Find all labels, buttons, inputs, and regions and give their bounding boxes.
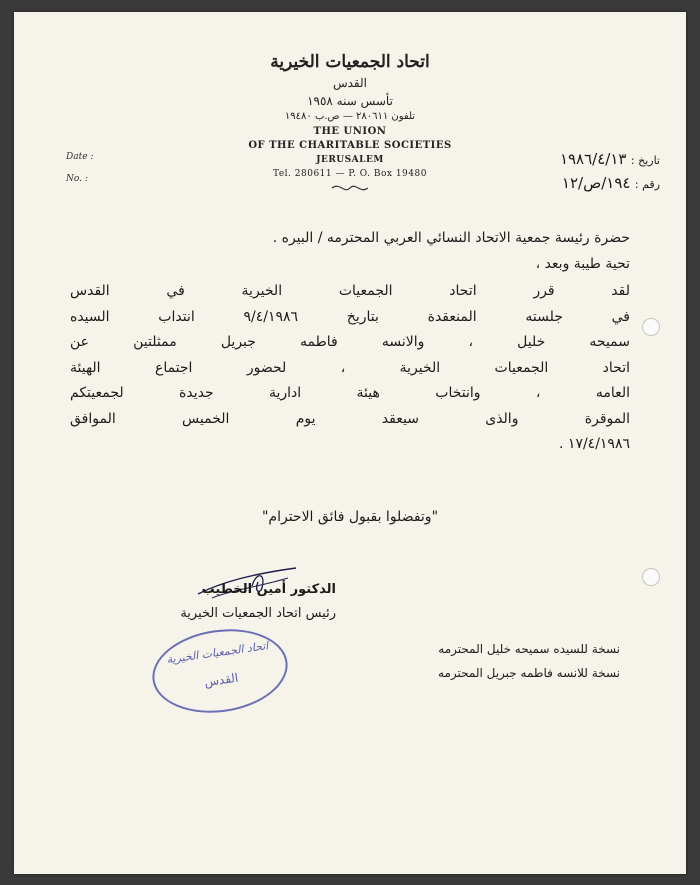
letterhead-org-english-1: THE UNION bbox=[313, 126, 387, 137]
letterhead-contact-english: Tel. 280611 — P. O. Box 19480 bbox=[273, 169, 427, 179]
greeting-line: تحية طيبة وبعد ، bbox=[535, 256, 630, 272]
body-line-6: الموقرة والذى سيعقد يوم الخميس الموافق bbox=[70, 411, 630, 427]
date-label-english: Date : bbox=[66, 152, 94, 162]
date-label-arabic: تاريخ : bbox=[630, 154, 660, 167]
date-line bbox=[500, 150, 660, 168]
letterhead-city-arabic: القدس bbox=[332, 76, 367, 90]
letter-page bbox=[14, 12, 686, 874]
body-line-5: العامه ، وانتخاب هيئة ادارية جديدة لجمعيتكم bbox=[70, 385, 630, 401]
body-line-7: ١٧/٤/١٩٨٦ . bbox=[559, 436, 630, 452]
letterhead-org-arabic: اتحاد الجمعيات الخيرية bbox=[270, 52, 430, 72]
stamp-city-text: القدس bbox=[203, 670, 240, 690]
letterhead-founded-arabic: تأسس سنه ١٩٥٨ bbox=[307, 94, 393, 108]
body-line-4: اتحاد الجمعيات الخيرية ، لحضور اجتماع الهيئة bbox=[70, 360, 630, 376]
organization-stamp bbox=[147, 621, 293, 721]
copy-line-1: نسخة للسيده سميحه خليل المحترمه bbox=[438, 642, 620, 656]
punch-hole-bottom bbox=[642, 568, 660, 586]
signatory-title: رئيس اتحاد الجمعيات الخيرية bbox=[180, 606, 336, 621]
letterhead-phone-arabic: تلفون ٢٨٠٦١١ — ص.ب ١٩٤٨٠ bbox=[284, 111, 416, 122]
punch-hole-top bbox=[642, 318, 660, 336]
reference-value: ١٩٤/ص/١٢ bbox=[561, 174, 631, 192]
number-label-english: No. : bbox=[66, 174, 88, 184]
copy-line-2: نسخة للانسه فاطمه جبريل المحترمه bbox=[438, 666, 620, 680]
letterhead-city-english: JERUSALEM bbox=[316, 155, 384, 165]
reference-label-arabic: رقم : bbox=[634, 178, 660, 191]
body-line-1: لقد قرر اتحاد الجمعيات الخيرية في القدس bbox=[70, 283, 630, 299]
signatory-name: الدكتور أمين الخطيب bbox=[201, 582, 336, 597]
body-line-2: في جلسته المنعقدة بتاريخ ٩/٤/١٩٨٦ انتداب السيده bbox=[70, 309, 630, 325]
stamp-org-text: اتحاد الجمعيات الخيرية bbox=[165, 639, 270, 667]
letterhead-org-english-2: OF THE CHARITABLE SOCIETIES bbox=[248, 140, 452, 151]
date-value: ١٩٨٦/٤/١٣ bbox=[559, 150, 627, 168]
letterhead-flourish bbox=[330, 182, 370, 194]
reference-line bbox=[500, 174, 660, 192]
body-line-3: سميحه خليل ، والانسه فاطمه جبريل ممثلتين عن bbox=[70, 334, 630, 350]
addressee-line: حضرة رئيسة جمعية الاتحاد النسائي العربي المحترمه / البيره . bbox=[272, 230, 630, 246]
closing-line: "وتفضلوا بقبول فائق الاحترام" bbox=[261, 509, 439, 525]
